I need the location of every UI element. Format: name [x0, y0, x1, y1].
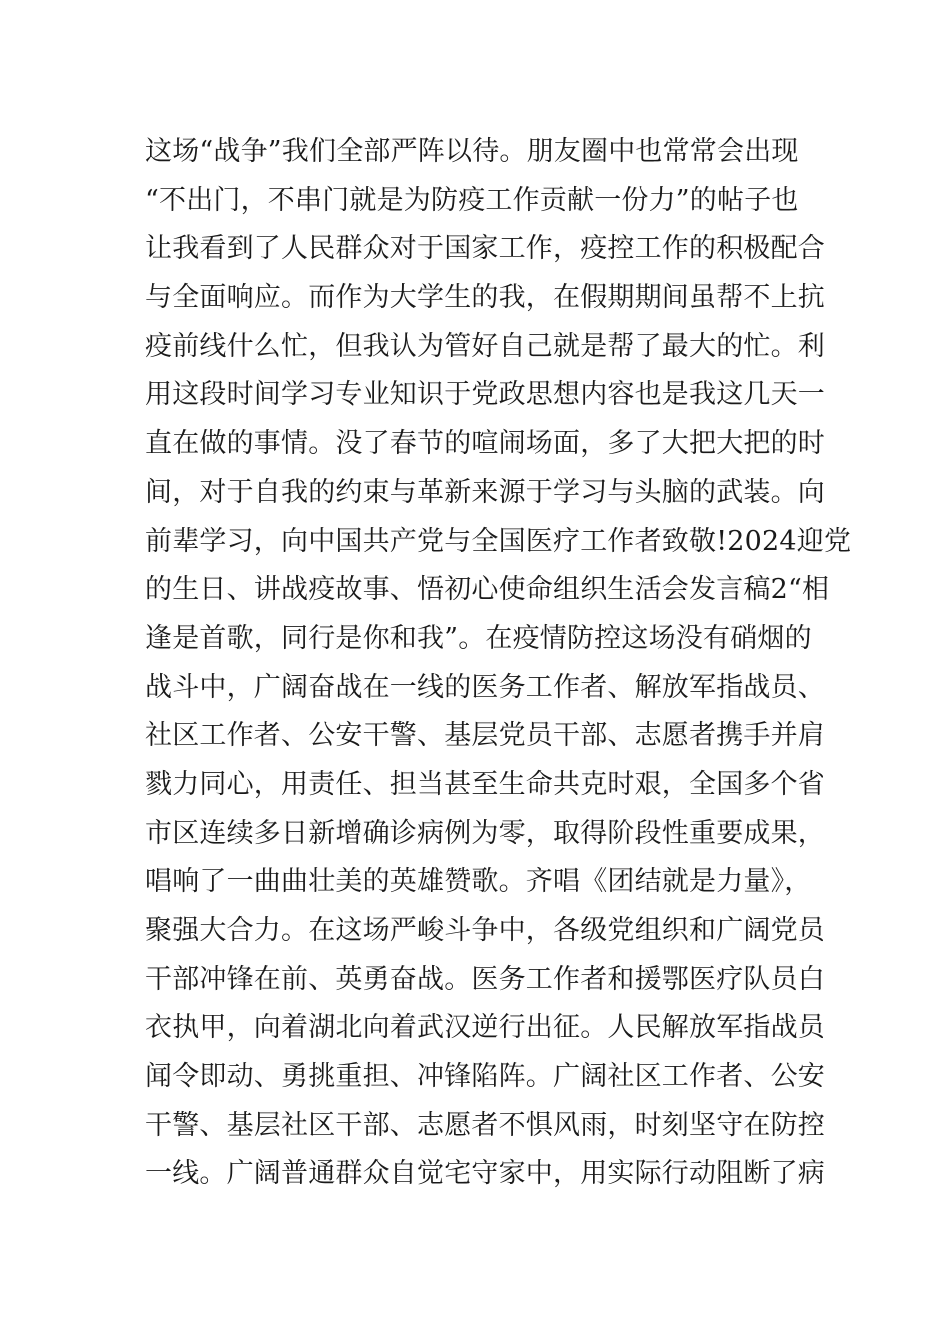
text-line: 直在做的事情。没了春节的喧闹场面，多了大把大把的时 — [145, 428, 825, 460]
body-text — [145, 128, 852, 1199]
text-line: 战斗中，广阔奋战在一线的医务工作者、解放军指战员、 — [145, 671, 825, 703]
text-line: 逢是首歌，同行是你和我”。在疫情防控这场没有硝烟的 — [145, 622, 812, 654]
text-line: 干部冲锋在前、英勇奋战。医务工作者和援鄂医疗队员白 — [145, 963, 825, 995]
text-line: 聚强大合力。在这场严峻斗争中，各级党组织和广阔党员 — [145, 915, 825, 946]
text-line: 间，对于自我的约束与革新来源于学习与头脑的武装。向 — [145, 476, 825, 508]
text-line: 社区工作者、公安干警、基层党员干部、志愿者携手并肩 — [145, 720, 825, 752]
text-line: 戮力同心，用责任、担当甚至生命共克时艰，全国多个省 — [145, 768, 825, 800]
text-line: 干警、基层社区干部、志愿者不惧风雨，时刻坚守在防控 — [145, 1109, 825, 1141]
text-line: 唱响了一曲曲壮美的英雄赞歌。齐唱《团结就是力量》， — [145, 866, 812, 898]
text-line: 用这段时间学习专业知识于党政思想内容也是我这几天一 — [145, 379, 825, 411]
text-line: 这场“战争”我们全部严阵以待。朋友圈中也常常会出现 — [145, 136, 799, 167]
text-line: 衣执甲，向着湖北向着武汉逆行出征。人民解放军指战员 — [145, 1012, 825, 1044]
text-line: 疫前线什么忙，但我认为管好自己就是帮了最大的忙。利 — [145, 330, 825, 362]
text-line: 与全面响应。而作为大学生的我，在假期期间虽帮不上抗 — [145, 282, 825, 314]
text-line: 一线。广阔普通群众自觉宅守家中，用实际行动阻断了病 — [145, 1158, 825, 1190]
text-line: 闻令即动、勇挑重担、冲锋陷阵。广阔社区工作者、公安 — [145, 1061, 825, 1093]
text-line: 市区连续多日新增确诊病例为零，取得阶段性重要成果， — [145, 817, 825, 849]
text-line: 让我看到了人民群众对于国家工作，疫控工作的积极配合 — [145, 233, 825, 265]
text-line: “不出门，不串门就是为防疫工作贡献一份力”的帖子也 — [145, 184, 799, 216]
text-line: 前辈学习，向中国共产党与全国医疗工作者致敬!2024迎党 — [145, 525, 852, 557]
text-line: 的生日、讲战疫故事、悟初心使命组织生活会发言稿2“相 — [145, 574, 830, 606]
